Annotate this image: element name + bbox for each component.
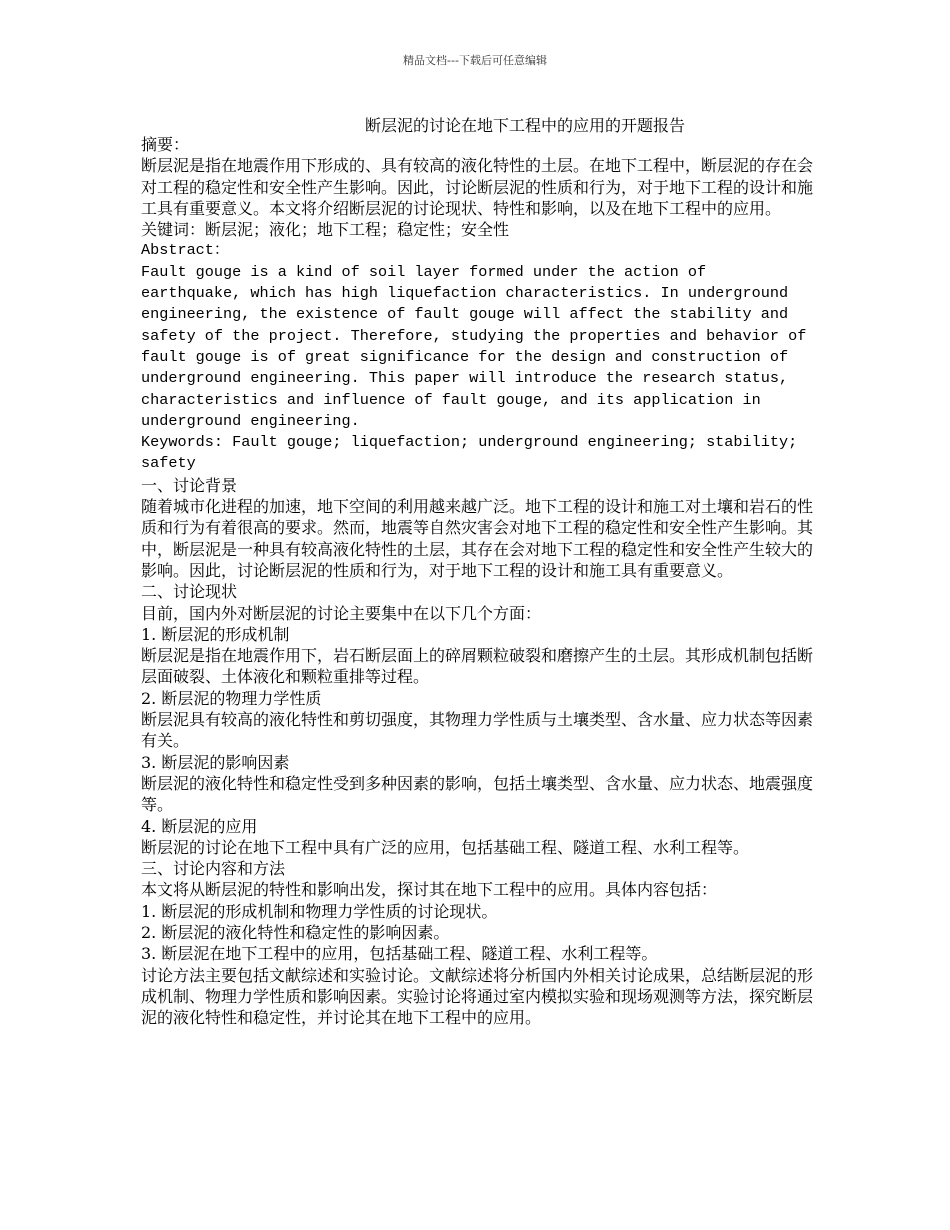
content-list-item: 1. 断层泥的形成机制和物理力学性质的讨论现状。 [141, 901, 498, 921]
abstract-en-label: Abstract： [141, 241, 230, 260]
header-note: 精品文档---下载后可任意编辑 [403, 54, 547, 67]
status-item-title: 3. 断层泥的影响因素 [141, 752, 290, 772]
abstract-en-text: Fault gouge is a kind of soil layer formed under the action of earthquake, which has high liquefaction characteristics. In underground engineering, the existence of fault gouge will affect the stability and safety of the project. Therefore, studying the properties and behavior of fault gouge is of great significance for the design and construction of underground engineering. This paper will introduce the research status, characteristics and influence of fault gouge, and its application in underground engineering. [141, 262, 807, 430]
status-item-title: 4. 断层泥的应用 [141, 816, 258, 836]
content-list-item: 3. 断层泥在地下工程中的应用，包括基础工程、隧道工程、水利工程等。 [141, 944, 658, 964]
status-item-text: 断层泥的讨论在地下工程中具有广泛的应用，包括基础工程、隧道工程、水利工程等。 [141, 837, 750, 857]
document-title: 断层泥的讨论在地下工程中的应用的开题报告 [365, 116, 686, 135]
section-intro-methods: 本文将从断层泥的特性和影响出发，探讨其在地下工程中的应用。具体内容包括： [141, 880, 718, 900]
keywords-en: Keywords: Fault gouge; liquefaction; underground engineering; stability; safety [141, 433, 798, 473]
section-heading-background: 一、讨论背景 [141, 475, 238, 495]
status-item-title: 1. 断层泥的形成机制 [141, 624, 290, 644]
abstract-cn-text: 断层泥是指在地震作用下形成的、具有较高的液化特性的土层。在地下工程中，断层泥的存在会对工程的稳定性和安全性产生影响。因此，讨论断层泥的性质和行为，对于地下工程的设计和施工具有重要意义。本文将介绍断层泥的讨论现状、特性和影响，以及在地下工程中的应用。 [141, 156, 814, 218]
section-heading-methods: 三、讨论内容和方法 [141, 859, 286, 879]
section-heading-status: 二、讨论现状 [141, 582, 238, 602]
section-text-background: 随着城市化进程的加速，地下空间的利用越来越广泛。地下工程的设计和施工对土壤和岩石的性质和行为有着很高的要求。然而，地震等自然灾害会对地下工程的稳定性和安全性产生影响。其中，断层泥是一种具有较高液化特性的土层，其存在会对地下工程的稳定性和安全性产生较大的影响。因此，讨论断层泥的性质和行为，对于地下工程的设计和施工具有重要意义。 [141, 497, 814, 580]
status-item-text: 断层泥的液化特性和稳定性受到多种因素的影响，包括土壤类型、含水量、应力状态、地震强度等。 [141, 773, 814, 815]
status-item-text: 断层泥具有较高的液化特性和剪切强度，其物理力学性质与土壤类型、含水量、应力状态等因素有关。 [141, 710, 814, 751]
status-item-text: 断层泥是指在地震作用下，岩石断层面上的碎屑颗粒破裂和磨擦产生的土层。其形成机制包括断层面破裂、土体液化和颗粒重排等过程。 [141, 646, 814, 687]
status-item-title: 2. 断层泥的物理力学性质 [141, 688, 322, 708]
methods-text: 讨论方法主要包括文献综述和实验讨论。文献综述将分析国内外相关讨论成果，总结断层泥的形成机制、物理力学性质和影响因素。实验讨论将通过室内模拟实验和现场观测等方法，探究断层泥的液化特性和稳定性，并讨论其在地下工程中的应用。 [141, 965, 814, 1028]
document-body [141, 134, 813, 1028]
content-list-item: 2. 断层泥的液化特性和稳定性的影响因素。 [141, 922, 450, 942]
abstract-cn-label: 摘要： [141, 135, 190, 154]
keywords-cn: 关键词：断层泥；液化；地下工程；稳定性；安全性 [141, 220, 510, 240]
section-intro-status: 目前，国内外对断层泥的讨论主要集中在以下几个方面： [141, 603, 542, 623]
